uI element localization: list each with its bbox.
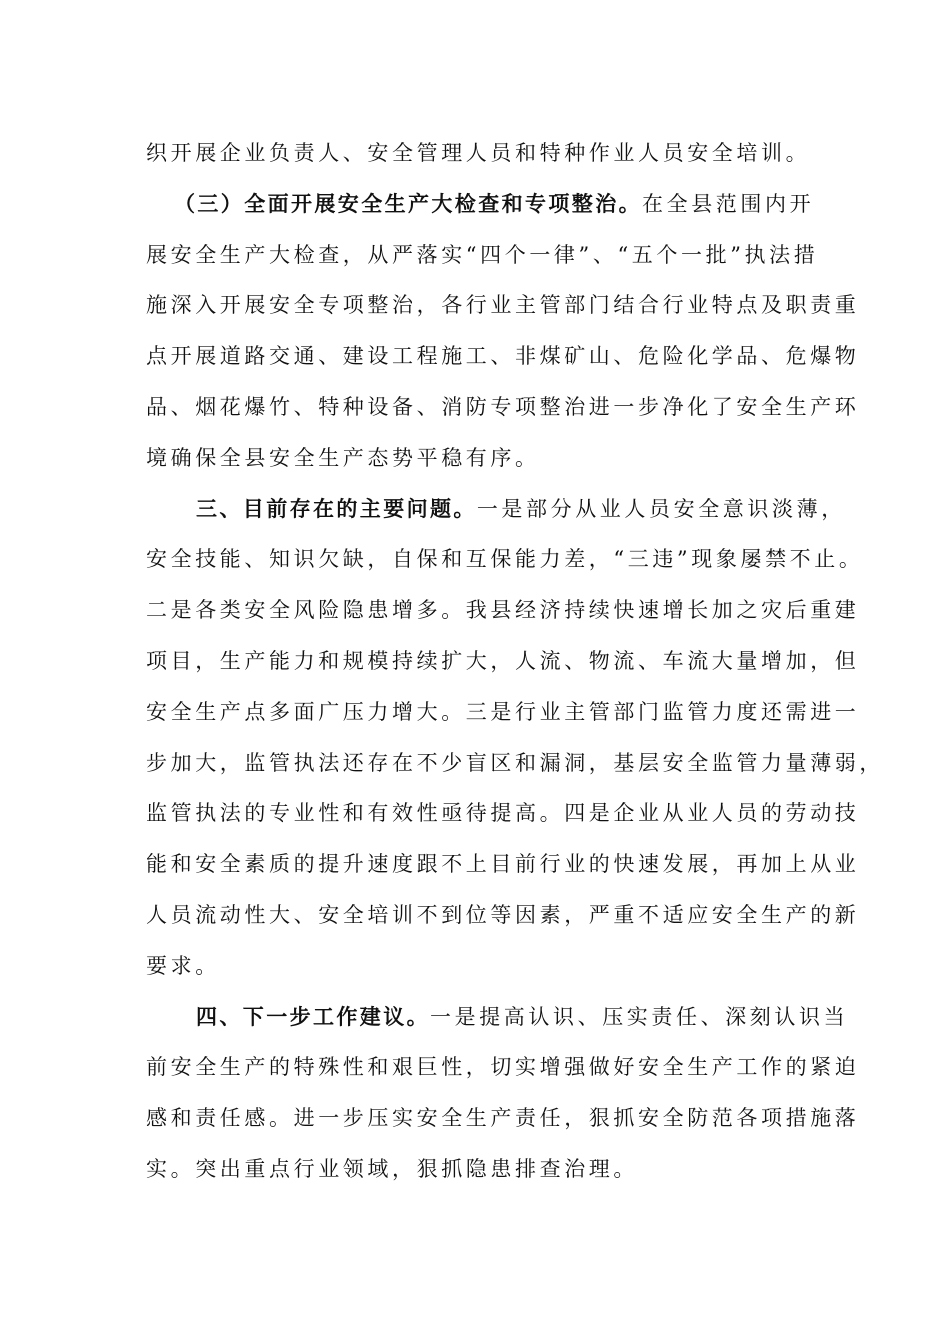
text-line: 步加大，监管执法还存在不少盲区和漏洞，基层安全监管力量薄弱，: [146, 750, 884, 775]
text-line: 安全生产点多面广压力增大。三是行业主管部门监管力度还需进一: [146, 699, 860, 724]
paragraph-suggestions: [146, 992, 860, 1195]
text-line: [146, 179, 815, 230]
text-line: 要求。: [146, 953, 220, 978]
paragraph-training: [146, 128, 812, 179]
section-heading-problems: 三、目前存在的主要问题。: [196, 496, 477, 521]
text-fragment: 在全县范围内开: [642, 191, 815, 216]
text-line: [146, 484, 846, 535]
text-line: 点开展道路交通、建设工程施工、非煤矿山、危险化学品、危爆物: [146, 344, 860, 369]
text-fragment: 一是部分从业人员安全意识淡薄，: [476, 496, 846, 521]
text-line: 前安全生产的特殊性和艰巨性，切实增强做好安全生产工作的紧迫: [146, 1055, 860, 1080]
document-body: [146, 128, 884, 1195]
text-line: 品、烟花爆竹、特种设备、消防专项整治进一步净化了安全生产环: [146, 394, 860, 419]
text-line: 境确保全县安全生产态势平稳有序。: [146, 445, 540, 470]
text-line: 二是各类安全风险隐患增多。我县经济持续快速增长加之灾后重建: [146, 598, 860, 623]
text-line: 监管执法的专业性和有效性亟待提高。四是企业从业人员的劳动技: [146, 801, 860, 826]
text-line: [146, 992, 849, 1043]
text-fragment: 一是提高认识、压实责任、深刻认识当: [430, 1004, 849, 1029]
text-line: 实。突出重点行业领域，狠抓隐患排查治理。: [146, 1156, 638, 1181]
section-heading-inspection: （三）全面开展安全生产大检查和专项整治。: [174, 191, 642, 216]
paragraph-problems: [146, 484, 884, 992]
paragraph-inspection: [146, 179, 860, 484]
section-heading-suggestions: 四、下一步工作建议。: [196, 1004, 430, 1029]
text-line: 感和责任感。进一步压实安全生产责任，狠抓安全防范各项措施落: [146, 1106, 860, 1131]
text-line: 安全技能、知识欠缺，自保和互保能力差，“三违”现象屡禁不止。: [146, 547, 864, 572]
text-line: 项目，生产能力和规模持续扩大，人流、物流、车流大量增加，但: [146, 648, 860, 673]
text-line: 施深入开展安全专项整治，各行业主管部门结合行业特点及职责重: [146, 293, 860, 318]
text-line: 人员流动性大、安全培训不到位等因素，严重不适应安全生产的新: [146, 902, 860, 927]
text-line: 展安全生产大检查，从严落实“四个一律”、“五个一批”执法措: [146, 242, 819, 267]
text-line: 织开展企业负责人、安全管理人员和特种作业人员安全培训。: [146, 141, 811, 165]
text-line: 能和安全素质的提升速度跟不上目前行业的快速发展，再加上从业: [146, 852, 860, 877]
